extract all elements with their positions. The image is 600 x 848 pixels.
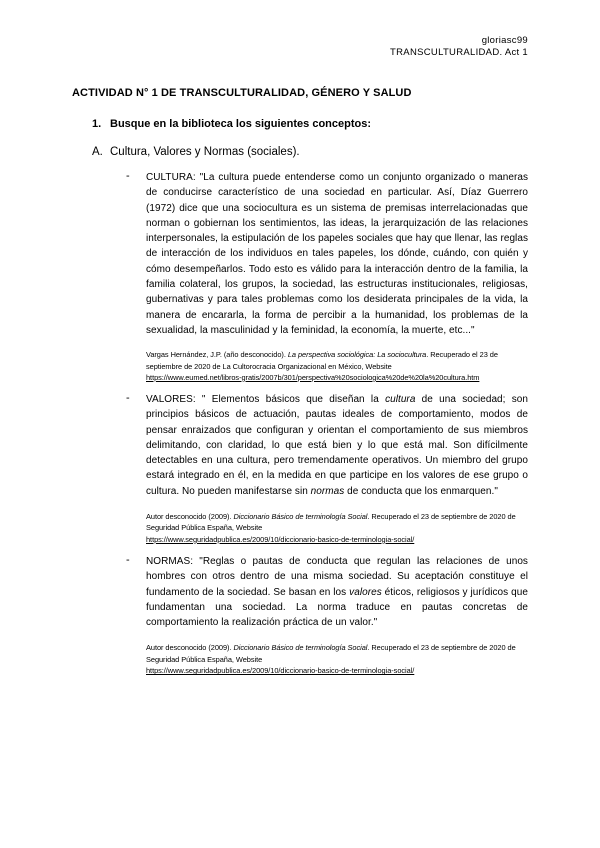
definition-normas [146, 554, 528, 630]
definition-emphasis: valores [349, 586, 382, 598]
reference-source: . Recuperado el 23 de septiembre de 2020 de Seguridad Pública España, Website [146, 643, 516, 664]
section-1-text: Busque en la biblioteca los siguientes conceptos: [110, 118, 371, 130]
reference-link[interactable]: https://www.seguridadpublica.es/2009/10/diccionario-basico-de-terminologia-social/ [146, 666, 415, 676]
list-item-cultura [126, 170, 528, 383]
section-1-number: 1. [92, 118, 102, 130]
reference-title: Diccionario Básico de terminología Social [233, 512, 368, 522]
list-item-normas [126, 554, 528, 676]
bullet-marker: - [126, 554, 130, 566]
section-a-heading [92, 146, 300, 158]
definition-text: NORMAS: "Reglas o pautas de conducta que regulan las relaciones de unos hombres con otros dentro de una misma sociedad. Su aceptación constituye el fundamento de la sociedad. Se basan en los [146, 556, 528, 598]
definition-emphasis: normas [310, 485, 345, 497]
reference-link[interactable]: https://www.eumed.net/libros-gratis/2007b/301/perspectiva%20sociologica%20de%20la%20cultura.htm [146, 372, 480, 382]
header-author: gloriasc99 [481, 35, 528, 46]
definition-emphasis: cultura [385, 394, 416, 405]
section-a-letter: A. [92, 146, 103, 158]
definition-cultura: CULTURA: "La cultura puede entenderse como un conjunto organizado o maneras de conducirse característico de una sociedad en particular. Así, Díaz Guerrero (1972) dice que una sociocultura es un sistema de premisas interrelacionadas que norman o gobiernan los sentimientos, las ideas, la jerarquización de las relaciones interpersonales, la estipulación de los papeles sociales que hay que llenar, las reglas de interacción de los individuos en tales papeles, los dónde, cuándo, con quién y cómo desempeñarlos. Todo esto es válido para la interacción dentro de la familia, la familia colateral, los grupos, la sociedad, las estructuras institucionales, religiosas, gubernativas y para tales problemas como los desiderata principales de la vida, la manera de encararla, la forma de percibir a la humanidad, los problemas de la sexualidad, la masculinidad y la feminidad, la economía, la muerte, etc..." [146, 172, 528, 336]
reference-source: . Recuperado el 23 de septiembre de 2020 de Seguridad Pública España, Website [146, 512, 516, 533]
reference-valores [146, 511, 528, 545]
definition-text: de conducta que los enmarquen." [344, 485, 498, 497]
reference-author: Vargas Hernández, J.P. (año desconocido). [146, 350, 288, 360]
reference-title: Diccionario Básico de terminología Social [233, 643, 368, 653]
reference-source: . Recuperado el 23 de septiembre de 2020 de La Cultorocracia Organizacional en México, Website [146, 350, 498, 371]
document-title: ACTIVIDAD N° 1 DE TRANSCULTURALIDAD, GÉNERO Y SALUD [72, 87, 412, 99]
reference-link[interactable]: https://www.seguridadpublica.es/2009/10/diccionario-basico-de-terminologia-social/ [146, 534, 415, 544]
reference-author: Autor desconocido (2009). [146, 643, 234, 653]
reference-author: Autor desconocido (2009). [146, 512, 234, 522]
definition-text: de una sociedad; son principios básicos de actuación, pautas ideales de comportamiento, modos de pensar enraizados que configuran y orientan el comportamiento de sus miembros delimitando, con claridad, lo que está bien y lo que está mal. Son difícilmente detectables en una cultura, pero tremendamente operativos. Un miembro del grupo estará integrado en él, en la medida en que participe en los valores de ese grupo o cultura. No pueden manifestarse sin [146, 394, 529, 497]
page-header [390, 35, 528, 59]
bullet-marker: - [126, 392, 130, 404]
definition-valores [146, 392, 528, 499]
section-a-text: Cultura, Valores y Normas (sociales). [110, 146, 300, 158]
definition-text: éticos, religiosos y jurídicos que fundamentan una sociedad. La norma traduce en pautas concretas de comportamiento la realización práctica de un valor." [146, 586, 528, 629]
bullet-marker: - [126, 170, 130, 182]
reference-normas [146, 642, 528, 676]
reference-title: La perspectiva sociológica: La sociocultura [287, 350, 427, 360]
header-course: TRANSCULTURALIDAD. Act 1 [390, 47, 528, 58]
section-1-heading [92, 118, 371, 130]
list-item-valores [126, 392, 529, 545]
reference-cultura [146, 349, 528, 383]
definition-text: VALORES: " Elementos básicos que diseñan la [146, 394, 386, 405]
